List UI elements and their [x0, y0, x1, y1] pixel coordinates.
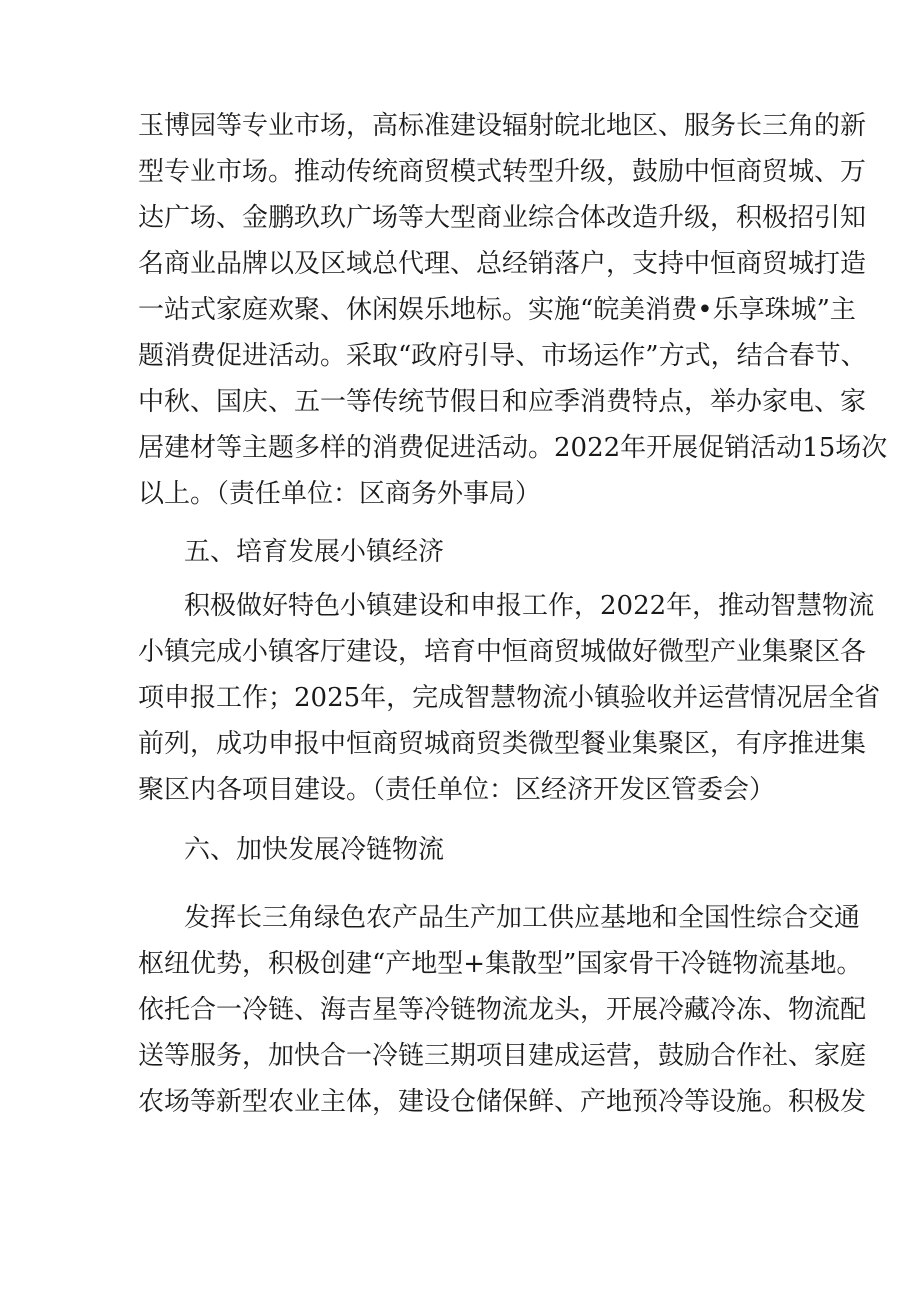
paragraph-line: 型专业市场。推动传统商贸模式转型升级，鼓励中恒商贸城、万	[138, 157, 867, 187]
paragraph-line: 居建材等主题多样的消费促进活动。2022年开展促销活动15场次	[138, 433, 888, 463]
paragraph-line: 送等服务，加快合一冷链三期项目建成运营，鼓励合作社、家庭	[138, 1041, 867, 1071]
paragraph-line: 前列，成功申报中恒商贸城商贸类微型餐业集聚区，有序推进集	[138, 729, 867, 759]
paragraph-line: 玉博园等专业市场，高标准建设辐射皖北地区、服务长三角的新	[138, 111, 867, 141]
section-heading: 五、培育发展小镇经济	[184, 537, 445, 567]
paragraph-line: 依托合一冷链、海吉星等冷链物流龙头，开展冷藏冷冻、物流配	[138, 995, 867, 1025]
paragraph-line: 小镇完成小镇客厅建设，培育中恒商贸城做好微型产业集聚区各	[138, 637, 867, 667]
paragraph-line: 发挥长三角绿色农产品生产加工供应基地和全国性综合交通	[184, 903, 861, 933]
paragraph-line: 聚区内各项目建设。（责任单位：区经济开发区管委会）	[138, 775, 776, 805]
paragraph-line: 枢纽优势，积极创建“产地型+集散型”国家骨干冷链物流基地。	[138, 949, 863, 979]
paragraph-line: 一站式家庭欢聚、休闲娱乐地标。实施“皖美消费•乐享珠城”主	[138, 295, 856, 325]
paragraph-line: 以上。（责任单位：区商务外事局）	[138, 479, 542, 509]
paragraph-line: 积极做好特色小镇建设和申报工作，2022年，推动智慧物流	[184, 591, 875, 621]
paragraph-line: 项申报工作；2025年，完成智慧物流小镇验收并运营情况居全省	[138, 683, 881, 713]
paragraph-line: 中秋、国庆、五一等传统节假日和应季消费特点，举办家电、家	[138, 387, 867, 417]
paragraph-line: 名商业品牌以及区域总代理、总经销落户，支持中恒商贸城打造	[138, 249, 867, 279]
section-heading: 六、加快发展冷链物流	[184, 835, 445, 865]
paragraph-line: 农场等新型农业主体，建设仓储保鲜、产地预冷等设施。积极发	[138, 1087, 867, 1117]
paragraph-line: 达广场、金鹏玖玖广场等大型商业综合体改造升级，积极招引知	[138, 203, 867, 233]
paragraph-line: 题消费促进活动。采取“政府引导、市场运作”方式，结合春节、	[138, 341, 867, 371]
